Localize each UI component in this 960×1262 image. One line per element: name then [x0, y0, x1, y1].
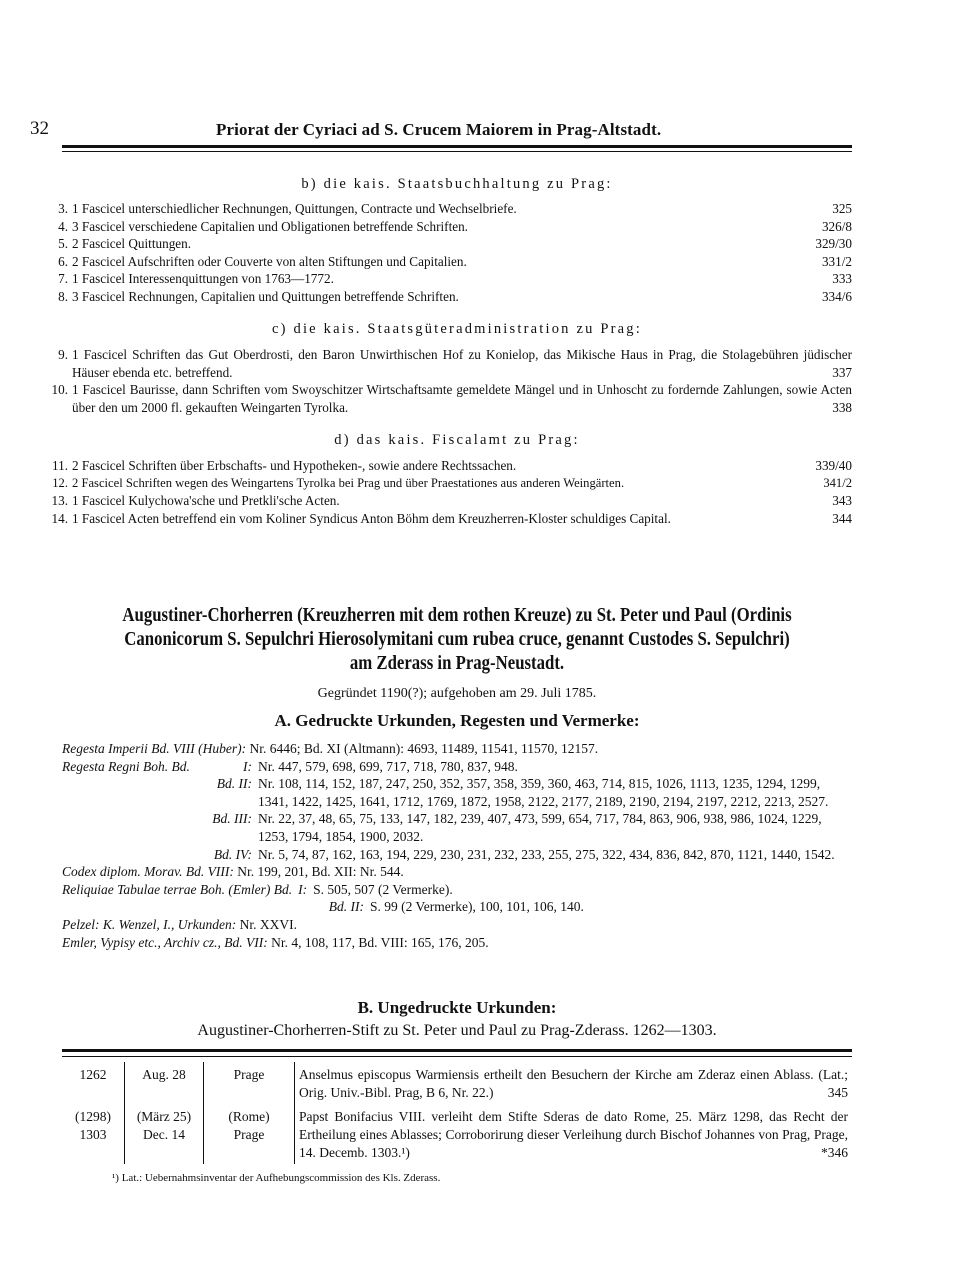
institution-title: Augustiner-Chorherren (Kreuzherren mit dem rothen Kreuze) zu St. Peter und Paul (Ordinis Canonicorum S. Sepulchri Hierosolymitani cum rubea cruce, genannt Custodes S. Sepulchri) am Zderass in Prag-Neustadt.	[122, 605, 792, 674]
year-cell: 1262	[62, 1062, 125, 1104]
section-b-heading: b) die kais. Staatsbuchhaltung zu Prag:	[301, 176, 613, 192]
list-item: 11. 2 Fascicel Schriften über Erbschafts- und Hypotheken-, sowie andere Rechtssachen. 339/40	[52, 458, 852, 473]
list-item: 3. 1 Fascicel unterschiedlicher Rechnungen, Quittungen, Contracte und Wechselbriefe. 325	[58, 201, 852, 216]
reference-item: Emler, Vypisy etc., Archiv cz., Bd. VII: Nr. 4, 108, 117, Bd. VIII: 165, 176, 205.	[62, 934, 489, 950]
section-a-heading: A. Gedruckte Urkunden, Regesten und Vermerke:	[274, 711, 640, 730]
section-b-entries	[58, 200, 852, 305]
charter-table	[62, 1062, 852, 1164]
list-item: 8. 3 Fascicel Rechnungen, Capitalien und Quittungen betreffende Schriften. 334/6	[58, 288, 852, 304]
reference-item: Bd. III: Nr. 22, 37, 48, 65, 75, 133, 147, 182, 239, 407, 473, 599, 654, 717, 784, 863, 906, 938, 986, 1024, 1229, 1253, 1794, 1854, 1900, 2032.	[212, 811, 822, 844]
table-rule	[62, 1049, 852, 1052]
place-cell: (Rome) Prage	[204, 1104, 295, 1164]
header-rule	[62, 145, 852, 148]
page-number: 32	[30, 118, 49, 139]
date-cell: Aug. 28	[125, 1062, 204, 1104]
reference-item: Pelzel: K. Wenzel, I., Urkunden: Nr. XXVI.	[62, 916, 297, 932]
footnote: ¹) Lat.: Uebernahmsinventar der Aufhebungscommission des Kls. Zderass.	[112, 1172, 441, 1184]
text-cell: Anselmus episcopus Warmiensis ertheilt den Besuchern der Kirche am Zderaz einen Ablass. (Lat.; Orig. Univ.-Bibl. Prag, B 6, Nr. 22.) 345	[299, 1067, 848, 1100]
list-item: 13. 1 Fascicel Kulychowa'sche und Pretkli'sche Acten. 343	[51, 493, 852, 508]
list-item: 10. 1 Fascicel Baurisse, dann Schriften vom Swoyschitzer Wirtschaftsamte gemeldete Mängel und in Unhoscht zu fordernde Zahlungen, sowie Acten über den um 2000 fl. gekauften Weingarten Tyrolka. 338	[51, 382, 852, 415]
reference-item: Bd. II: Nr. 108, 114, 152, 187, 247, 250, 352, 357, 358, 359, 360, 463, 714, 815, 1026, 1113, 1235, 1294, 1299, 1341, 1422, 1425, 1641, 1712, 1769, 1872, 1958, 2122, 2177, 2189, 2190, 2194, 2197, 2212, 2213, 2527.	[216, 776, 829, 809]
list-item: 4. 3 Fascicel verschiedene Capitalien und Obligationen betreffende Schriften. 326/8	[58, 218, 852, 234]
table-row	[62, 1104, 852, 1164]
page-header	[30, 118, 852, 140]
reference-item: Regesta Regni Boh. Bd. I: Nr. 447, 579, 698, 699, 717, 718, 780, 837, 948.	[62, 758, 518, 774]
reference-item: Codex diplom. Morav. Bd. VIII: Nr. 199, 201, Bd. XII: Nr. 544.	[62, 864, 404, 880]
reference-item: Regesta Imperii Bd. VIII (Huber): Nr. 6446; Bd. XI (Altmann): 4693, 11489, 11541, 11570, 12157.	[62, 741, 599, 756]
section-d-entries	[51, 457, 852, 527]
section-d-heading: d) das kais. Fiscalamt zu Prag:	[334, 432, 580, 448]
reference-item: Bd. II: S. 99 (2 Vermerke), 100, 101, 106, 140.	[328, 899, 584, 915]
section-c-heading: c) die kais. Staatsgüteradministration zu Prag:	[272, 321, 642, 337]
table-row	[62, 1062, 852, 1104]
stift-line: Augustiner-Chorherren-Stift zu St. Peter und Paul zu Prag-Zderass. 1262—1303.	[197, 1022, 717, 1039]
page-ref: *346	[821, 1145, 848, 1160]
section-c-entries	[51, 346, 852, 416]
section-b-unprinted-heading: B. Ungedruckte Urkunden:	[357, 998, 557, 1017]
reference-item: Reliquiae Tabulae terrae Boh. (Emler) Bd. I: S. 505, 507 (2 Vermerke).	[62, 881, 453, 897]
list-item: 9. 1 Fascicel Schriften das Gut Oberdrosti, den Baron Unwirthischen Hof zu Konielop, das Mikische Haus in Prag, die Stolagebühren jüdischer Häuser ebenda etc. betreffend. 337	[58, 347, 852, 380]
running-title: Priorat der Cyriaci ad S. Crucem Maiorem in Prag-Altstadt.	[216, 120, 662, 139]
list-item: 12. 2 Fascicel Schriften wegen des Weingartens Tyrolka bei Prag und über Praestationes aus anderen Weingärten. 341/2	[52, 475, 852, 490]
reference-item: Bd. IV: Nr. 5, 74, 87, 162, 163, 194, 229, 230, 231, 232, 233, 255, 275, 322, 434, 836, 842, 870, 1121, 1440, 1542.	[213, 846, 835, 862]
list-item: 14. 1 Fascicel Acten betreffend ein vom Koliner Syndicus Anton Böhm dem Kreuzherren-Kloster schuldiges Capital. 344	[51, 510, 852, 526]
header-rule-thin	[62, 151, 852, 152]
year-cell: (1298) 1303	[62, 1104, 125, 1164]
founded-line: Gegründet 1190(?); aufgehoben am 29. Juli 1785.	[317, 686, 597, 701]
table-rule-thin	[62, 1056, 852, 1057]
list-item: 7. 1 Fascicel Interessenquittungen von 1763—1772. 333	[58, 271, 852, 286]
place-cell: Prage	[204, 1062, 295, 1104]
page-ref: 345	[827, 1085, 848, 1100]
list-item: 5. 2 Fascicel Quittungen. 329/30	[58, 236, 852, 251]
text-cell: Papst Bonifacius VIII. verleiht dem Stifte Sderas de dato Rome, 25. März 1298, das Recht der Ertheilung eines Ablasses; Corroborirung dieser Verleihung durch Bischof Johannes von Prag, Prage, 14. Decemb. 1303.¹) *346	[299, 1109, 848, 1160]
list-item: 6. 2 Fascicel Aufschriften oder Couverte von alten Stiftungen und Capitalien. 331/2	[58, 253, 852, 269]
reference-list	[62, 740, 852, 951]
date-cell: (März 25) Dec. 14	[125, 1104, 204, 1164]
